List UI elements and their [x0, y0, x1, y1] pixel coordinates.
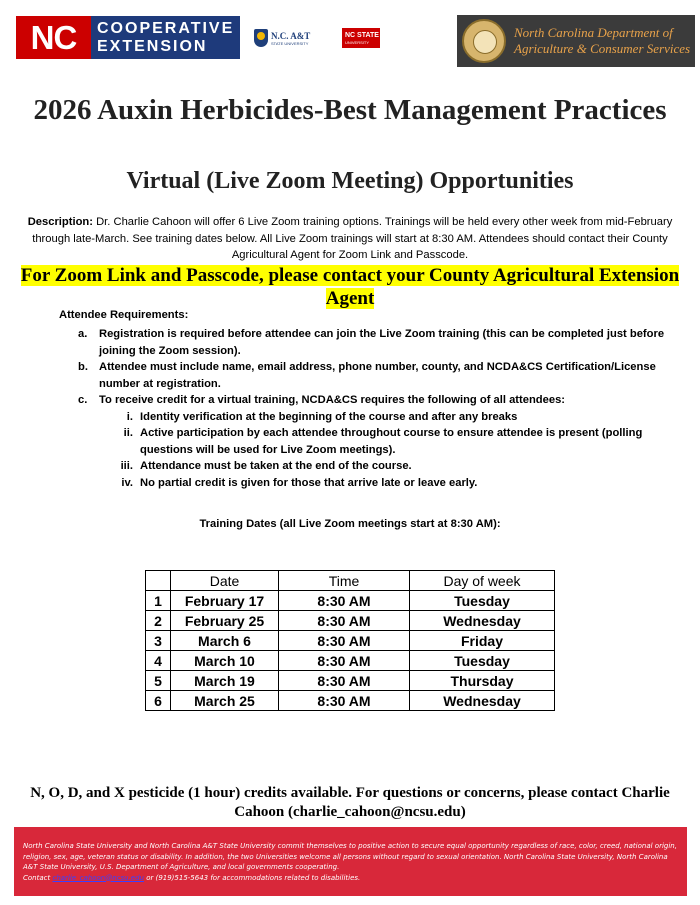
row-number: 5 — [146, 671, 171, 691]
training-dates-table — [145, 570, 555, 711]
ncda-logo — [457, 15, 695, 67]
footer-email-link[interactable]: charlie_cahoon@ncsu.edu — [52, 873, 144, 882]
row-date: February 17 — [171, 591, 279, 611]
row-day: Tuesday — [410, 591, 555, 611]
ncs-logo-line1: NC STATE — [345, 31, 379, 39]
nc-logo-wordmark — [91, 16, 240, 59]
training-dates-heading: Training Dates (all Live Zoom meetings start at 8:30 AM): — [199, 518, 501, 530]
row-number: 2 — [146, 611, 171, 631]
list-item — [118, 425, 678, 458]
description-label: Description: — [27, 216, 93, 228]
row-time: 8:30 AM — [279, 691, 410, 711]
ncda-logo-line2: Agriculture & Consumer Services — [514, 41, 691, 56]
list-item — [118, 475, 678, 492]
list-item — [78, 392, 678, 409]
column-header-time: Time — [279, 571, 410, 591]
row-date: March 25 — [171, 691, 279, 711]
row-date: February 25 — [171, 611, 279, 631]
aggie-emblem-icon — [254, 29, 268, 47]
requirements-list — [78, 326, 678, 491]
ncda-logo-line1: North Carolina Department of — [514, 25, 673, 40]
description-text: Dr. Charlie Cahoon will offer 6 Live Zoom training options. Trainings will be held every other week from mid-February through late-March. See training dates below. All Live Zoom trainings will start at 8:30 AM. Attendees should contact their County Agricultural Agent for Zoom Link and Passcode. — [32, 216, 673, 261]
at-logo-line1: N.C. A&T — [271, 30, 311, 41]
column-header-date: Date — [171, 571, 279, 591]
row-day: Thursday — [410, 671, 555, 691]
column-header-number — [146, 571, 171, 591]
footer-contact-prefix: Contact — [23, 873, 53, 882]
row-day: Wednesday — [410, 611, 555, 631]
footer-contact-suffix: or (919)515-5643 for accommodations related to disabilities. — [143, 873, 361, 882]
row-date: March 19 — [171, 671, 279, 691]
row-time: 8:30 AM — [279, 671, 410, 691]
row-day: Wednesday — [410, 691, 555, 711]
list-item-text: No partial credit is given for those that arrive late or leave early. — [140, 476, 478, 489]
list-marker: c. — [78, 394, 88, 406]
list-marker: ii. — [123, 427, 133, 439]
list-item — [118, 409, 678, 426]
zoom-banner-text: For Zoom Link and Passcode, please contact your County Agricultural Extension Agent — [20, 265, 680, 309]
table-row — [146, 671, 555, 691]
list-marker: iii. — [120, 460, 133, 472]
list-marker: i. — [126, 410, 133, 423]
list-item-text: Attendee must include name, email address, phone number, county, and NCDA&CS Certification/License number at registration. — [99, 361, 656, 390]
table-row — [146, 591, 555, 611]
description — [14, 214, 686, 264]
page-title: 2026 Auxin Herbicides-Best Management Practices — [33, 94, 667, 126]
row-number: 3 — [146, 631, 171, 651]
row-time: 8:30 AM — [279, 651, 410, 671]
table-row — [146, 691, 555, 711]
page-subtitle: Virtual (Live Zoom Meeting) Opportunities — [126, 168, 574, 194]
ncs-logo-line2: UNIVERSITY — [345, 39, 370, 45]
nc-logo-mark: NC — [16, 16, 91, 59]
list-item-text: To receive credit for a virtual training, NCDA&CS requires the following of all attendees: — [99, 394, 566, 406]
nc-logo-line2: EXTENSION — [97, 37, 208, 55]
footer-disclaimer — [14, 827, 687, 896]
table-row — [146, 631, 555, 651]
ncda-seal-icon — [462, 19, 506, 63]
at-logo-line2: STATE UNIVERSITY — [271, 40, 309, 46]
list-item-text: Identity verification at the beginning of the course and after any breaks — [140, 410, 518, 423]
list-marker: b. — [78, 361, 88, 373]
table-row — [146, 651, 555, 671]
list-marker: iv. — [121, 476, 133, 489]
row-number: 1 — [146, 591, 171, 611]
footer-text: North Carolina State University and North Carolina A&T State University commit themselves to positive action to secure equal opportunity regardless of race, color, creed, national origin, religion, sex, age, veteran status or disability. In addition, the two Universities welcome all persons without regard to sexual orientation. North Carolina State University, North Carolina A&T State University, U.S. Department of Agriculture, and local governments cooperating. — [23, 842, 677, 871]
list-marker: a. — [78, 328, 88, 340]
table-row — [146, 611, 555, 631]
zoom-contact-banner — [20, 264, 680, 310]
row-date: March 6 — [171, 631, 279, 651]
requirements-title: Attendee Requirements: — [59, 309, 189, 321]
row-time: 8:30 AM — [279, 591, 410, 611]
list-item — [78, 326, 678, 359]
row-time: 8:30 AM — [279, 611, 410, 631]
requirements-sub-list — [118, 409, 678, 492]
row-date: March 10 — [171, 651, 279, 671]
column-header-day: Day of week — [410, 571, 555, 591]
nc-state-logo — [342, 28, 380, 48]
row-number: 4 — [146, 651, 171, 671]
nc-logo-line1: COOPERATIVE — [97, 19, 235, 37]
list-item-text: Registration is required before attendee can join the Live Zoom training (this can be completed just before joining the Zoom session). — [99, 328, 665, 357]
list-item-text: Active participation by each attendee throughout course to ensure attendee is present (polling questions will be used for Live Zoom meetings). — [140, 427, 643, 456]
row-day: Friday — [410, 631, 555, 651]
row-number: 6 — [146, 691, 171, 711]
list-item-text: Attendance must be taken at the end of the course. — [140, 460, 412, 472]
list-item — [118, 458, 678, 475]
nc-at-logo — [254, 28, 316, 48]
row-time: 8:30 AM — [279, 631, 410, 651]
row-day: Tuesday — [410, 651, 555, 671]
table-header-row — [146, 571, 555, 591]
nc-cooperative-extension-logo — [16, 16, 240, 59]
list-item — [78, 359, 678, 392]
credits-note: N, O, D, and X pesticide (1 hour) credits available. For questions or concerns, please contact Charlie Cahoon (charlie_cahoon@ncsu.edu) — [30, 785, 670, 820]
